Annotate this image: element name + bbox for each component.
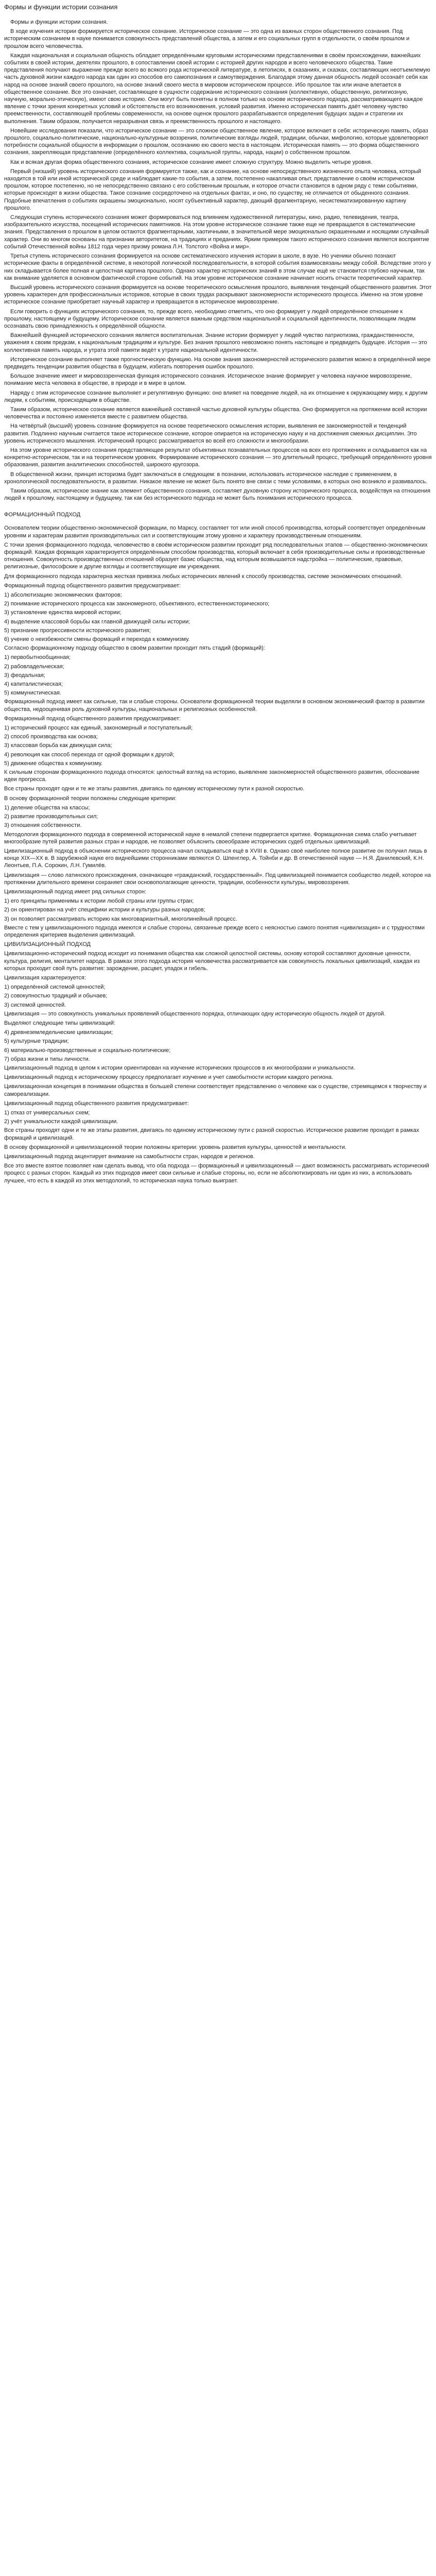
paragraph: Таким образом, историческое знание как элемент общественного сознания, составляет духовную сторону исторического процесса, воздействуя на отношения людей к прошлому, настоящему и будущему, так как без исторического подхода не может быть понимания исторического процесса.	[4, 487, 431, 502]
list-item: 3) феодальная;	[4, 672, 45, 679]
paragraph: Цивилизационная концепция в понимании общества в большей степени соответствует представлению о человеке как о существе, стремящемся к творчеству и самореализации.	[4, 1083, 427, 1097]
paragraph: С точки зрения формационного подхода, человечество в своём историческом развитии проходит ряд последовательных этапов — общественно-экономических формаций. Каждая формация характеризуется определённым способом производства, который включает в себя производительные силы и производственные отношения. Совокупность производственных отношений образует базис общества, над которым возвышается надстройка — политические, правовые, религиозные, философские и другие взгляды и соответствующие им учреждения.	[4, 541, 428, 570]
paragraph: В общественной жизни, принцип историзма будет заключаться в следующем: в познании, использовать историческое наследие с применением, в хронологической последовательности, в развитии. Никакое явление не может быть понято вне связи с теми условиями, в которых оно возникло и развивалось.	[4, 471, 428, 485]
paragraph: На четвёртый (высший) уровень сознание формируется на основе теоретического осмысления истории, выявления ее закономерностей и тенденций развития. Подлинно научным считается такое историческое сознание, которое опирается на историческую науку и на достижения смежных дисциплин. Это уровень исторического мышления. Исторический процесс рассматривается во всей его сложности и многообразии.	[4, 423, 417, 444]
list-item: 1) исторический процесс как единый, закономерный и поступательный;	[4, 725, 193, 732]
list-item: 4) капиталистическая;	[4, 681, 63, 688]
paragraph: Основателем теории общественно-экономической формации, по Марксу, составляет тот или иной способ производства, который соответствует определённым уровням и характерам развития производительных сил и соответствующим этому уровню и характеру производственным отношениям.	[4, 525, 426, 539]
section-title-formation-approach: ФОРМАЦИОННЫЙ ПОДХОД	[4, 512, 81, 518]
list-item: 3) он позволяет рассматривать историю как многовариантный, многолинейный процесс.	[4, 916, 237, 922]
paragraph: Как и всякая другая форма общественного сознания, историческое сознание имеет сложную структуру. Можно выделить четыре уровня.	[10, 159, 373, 165]
paragraph: Цивилизация — это совокупность уникальных проявлений общественного порядка, отличающих одну историческую общность людей от другой.	[4, 1010, 386, 1017]
paragraph: Наряду с этим историческое сознание выполняет и регулятивную функцию: оно влияет на поведение людей, на их отношение к окружающему миру, к другим людям, к событиям, происходящим в обществе.	[4, 389, 428, 403]
paragraph: Цивилизационный подход общественного развития предусматривает:	[4, 1100, 189, 1107]
paragraph: Цивилизация характеризуется:	[4, 974, 86, 981]
paragraph: Формационный подход общественного развития предусматривает:	[4, 715, 181, 722]
paragraph: Третья ступень исторического сознания формируется на основе систематического изучения истории в школе, в вузе. Но ученики обычно познают исторические факты в определённой системе, в некоторой логической последовательности, в которой события взаимосвязаны между собой. Вследствие этого у них складывается более полная и целостная картина прошлого. Однако характер исторических знаний в этом случае ещё не становится глубоко научным, так как внимание уделяется в основном фактической стороне событий. На этом уровне историческое сознание начинает носить отчасти теоретический характер.	[4, 253, 431, 281]
paragraph: Историческое сознание выполняет также прогностическую функцию. На основе знания закономерностей исторического развития можно в определённой мере предвидеть тенденции развития общества в будущем, избегать повторения ошибок прошлого.	[4, 356, 431, 370]
paragraph: Первый (низший) уровень исторического сознания формируется также, как и сознание, на основе непосредственного жизненного опыта человека, который находится в той или иной исторической среде и наблюдает какие-то события, а затем, постепенно накапливая опыт, представление о своём историческом прошлом, которое постепенно, но не непосредственно связано с его собственным прошлым, и которое отчасти становится в одном ряду с теми событиями, которые происходят в жизни общества. Такое сознание сосредоточено на отдельных фактах, и оно, по существу, не отличается от обыденного сознания. Подобные впечатления о событиях окрашены эмоционально, носят субъективный характер, дающий фрагментарную, несистематизированную картину прошлого.	[4, 168, 422, 211]
paragraph: Следующая ступень исторического сознания может формироваться под влиянием художественной литературы, кино, радио, телевидения, театра, изобразительного искусства, посещений исторических памятников. На этом уровне историческое сознание также еще не превращается в систематические знания. Представления о прошлом в целом остаются фрагментарными, хаотичными, в значительной мере эмоционально окрашенными и носящими случайный характер. Они во многом основаны на признании авторитетов, на традициях и преданиях. Ярким примером такого исторического сознания является восприятие событий Отечественной войны 1812 года через призму романа Л.Н. Толстого «Война и мир».	[4, 214, 429, 250]
paragraph: Цивилизационный подход акцентирует внимание на самобытности стран, народов и регионов.	[4, 1154, 255, 1160]
paragraph: Цивилизационный подход в объяснении исторического процесса начал складываться ещё в XVIII в. Однако своё наиболее полное развитие он получил лишь в конце XIX—XX в. В зарубежной науке его виднейшими сторонниками являются О. Шпенглер, А. Тойнби и др. В отечественной науке — Н.Я. Данилевский, К.Н. Леонтьев, П.А. Сорокин, Л.Н. Гумилёв.	[4, 848, 427, 869]
paragraph: Цивилизационный подход к историческому процессу предполагает изучение и учет самобытности истории каждого региона.	[4, 1074, 334, 1081]
list-item: 2) способ производства как основа;	[4, 734, 98, 740]
list-item: 2) учёт уникальности каждой цивилизации.	[4, 1118, 118, 1125]
list-item: 4) выделение классовой борьбы как главной движущей силы истории;	[4, 618, 190, 625]
paragraph: В ходе изучения истории формируется историческое сознание. Историческое сознание — это одна из важных сторон общественного сознания. Под историческим сознанием в науке понимается совокупность представлений общества, а затем и его социальных групп в отдельности, о своём прошлом и прошлом всего человечества.	[4, 28, 410, 49]
page-title: Формы и функции истории сознания	[4, 3, 118, 11]
paragraph: Методология формационного подхода в современной исторической науке в немалой степени подвергается критике. Формационная схема слабо учитывает многообразие путей развития разных стран и народов, не позволяет объяснить своеобразие исторических судеб отдельных цивилизаций.	[4, 831, 417, 845]
paragraph: Цивилизационно-исторический подход исходит из понимания общества как сложной целостной системы, основу которой составляют духовные ценности, культура, религия, менталитет народа. В рамках этого подхода история человечества рассматривается как совокупность локальных цивилизаций, каждая из которых проходит свой путь развития: зарождение, расцвет, упадок и гибель.	[4, 951, 420, 972]
paragraph: К сильным сторонам формационного подхода относятся: целостный взгляд на историю, выявление закономерностей общественного развития, обоснование идеи прогресса.	[4, 769, 420, 783]
paragraph: Цивилизация — слово латинского происхождения, означающее «гражданский, государственный». Под цивилизацией понимается сообщество людей, которое на протяжении длительного времени сохраняет свои основополагающие ценности, традиции, особенности культуры, мировоззрения.	[4, 872, 431, 886]
list-item: 5) коммунистическая.	[4, 690, 62, 697]
paragraph: Важнейшей функцией исторического сознания является воспитательная. Знание истории формирует у людей чувство патриотизма, гражданственности, уважения к своим предкам, к национальным традициям и культуре. Без знания прошлого невозможно понять настоящее и предвидеть будущее. История — это коллективная память народа, и утрата этой памяти ведёт к утрате национальной идентичности.	[4, 332, 427, 353]
list-item: 2) понимание исторического процесса как закономерного, объективного, естественноисторического;	[4, 601, 270, 607]
list-item: 5) культурные традиции;	[4, 1038, 69, 1045]
list-item: 3) установление единства мировой истории;	[4, 609, 121, 616]
paragraph: В основу формационной теории положены следующие критерии:	[4, 795, 177, 802]
paragraph: Формационный подход общественного развития предусматривает:	[4, 582, 181, 589]
paragraph: Все страны проходят одни и те же этапы развития, двигаясь по единому историческому пути к разной скоростью.	[4, 786, 305, 792]
paragraph: Большое значение имеет и мировоззренческая функция исторического сознания. Историческое знание формирует у человека научное мировоззрение, понимание места человека в обществе, в природе и в мире в целом.	[4, 373, 412, 387]
list-item: 2) совокупностью традиций и обычаев;	[4, 993, 108, 999]
paragraph: Формы и функции истории сознания.	[10, 19, 108, 25]
paragraph: На этом уровне исторического сознания представляющее результат объективных познавательных процессов на всех его протяжениях и складывается как на конкретно-историческом, так и на теоретическом уровнях. Формирование исторического сознания — это длительный процесс, требующий определённого уровня образования, развития аналитических способностей, широкого кругозора.	[4, 447, 432, 468]
list-item: 2) он ориентирован на учёт специфики истории и культуры разных народов;	[4, 907, 205, 913]
list-item: 6) материально-производственные и социально-политические;	[4, 1047, 171, 1054]
list-item: 4) революция как способ перехода от одной формации к другой;	[4, 751, 175, 758]
paragraph: ЦИВИЛИЗАЦИОННЫЙ ПОДХОД	[4, 941, 91, 948]
paragraph: Все это вместе взятое позволяет нам сделать вывод, что оба подхода — формационный и цивилизационный — дают возможность рассматривать исторический процесс с разных сторон. Каждый из этих подходов имеет свои сильные и слабые стороны, но, если не абсолютизировать ни один из них, а использовать лучшее, что есть в каждой из этих методологий, то историческая наука только выиграет.	[4, 1163, 429, 1184]
list-item: 2) рабовладельческая;	[4, 663, 64, 670]
paragraph: Формационный подход имеет как сильные, так и слабые стороны. Основатели формационной теории выделяли в основном экономический фактор в развитии общества, недооценивая роль духовной культуры, национальных и религиозных особенностей.	[4, 699, 425, 713]
paragraph: Высший уровень исторического сознания формируется на основе теоретического осмысления прошлого, выявления тенденций общественного развития. Этот уровень характерен для профессиональных историков, которые в своих трудах раскрывают закономерности исторического процесса. Именно на этом уровне историческое сознание приобретает научный характер и превращается в историческое мировоззрение.	[4, 284, 432, 306]
list-item: 1) его принципы применимы к истории любой страны или группы стран;	[4, 898, 194, 905]
paragraph: Если говорить о функциях исторического сознания, то, прежде всего, необходимо отметить, что оно формирует у людей определённое отношение к прошлому, настоящему и будущему. Историческое сознание является важным средством национальной и социальной идентичности, позволяющим людям осознавать свою принадлежность к определённой общности.	[4, 308, 416, 329]
paragraph: В основу формационной и цивилизационной теории положены критерии: уровень развития культуры, ценностей и ментальности.	[4, 1144, 347, 1150]
paragraph: Для формационного подхода характерна жесткая привязка любых исторических явлений к способу производства, системе экономических отношений.	[4, 573, 403, 580]
paragraph: Выделяют следующие типы цивилизаций:	[4, 1020, 116, 1026]
paragraph: Вместе с тем у цивилизационного подхода имеются и слабые стороны, связанные прежде всего с неясностью самого понятия «цивилизация» и с трудностями определения критериев выделения цивилизаций.	[4, 924, 425, 938]
list-item: 2) развитие производительных сил;	[4, 814, 98, 820]
list-item: 6) учение о неизбежности смены формаций и перехода к коммунизму.	[4, 636, 190, 643]
paragraph: Цивилизационный подход имеет ряд сильных сторон:	[4, 888, 147, 895]
list-item: 4) древнеземледельческие цивилизации;	[4, 1029, 113, 1036]
section-formation-approach	[4, 524, 432, 1184]
list-item: 3) классовая борьба как движущая сила;	[4, 742, 112, 749]
list-item: 5) движение общества к коммунизму.	[4, 760, 103, 767]
paragraph: Цивилизационный подход в целом к истории ориентирован на изучение исторических процессов в их многообразии и уникальности.	[4, 1064, 355, 1071]
paragraph: Все страны проходят одни и те же этапы развития, двигаясь по единому историческому пути с разной скоростью. Историческое развитие проходит в рамках формаций и цивилизаций.	[4, 1127, 420, 1141]
list-item: 7) образ жизни и типы личности.	[4, 1056, 90, 1062]
list-item: 1) деление общества на классы;	[4, 804, 90, 811]
list-item: 1) первобытнообщинная;	[4, 654, 71, 661]
list-item: 3) отношения собственности.	[4, 822, 82, 829]
section-history-consciousness	[4, 19, 432, 502]
list-item: 3) системой ценностей.	[4, 1002, 66, 1008]
list-item: 1) абсолютизацию экономических факторов;	[4, 592, 122, 599]
paragraph: Согласно формационному подходу общество в своём развитии проходит пять стадий (формаций):	[4, 645, 265, 652]
paragraph: Новейшие исследования показали, что историческое сознание — это сложное общественное явление, которое включает в себя: историческую память, образ прошлого, социально-политические, национально-культурные воззрения, политические взгляды людей, традиции, обычаи, мифологию, которые удовлетворяют потребности социальной общности в информации о прошлом, осознанию ею своего места в настоящем. Историческая память — это форма общественного сознания, закрепляющая представление (определённого коллектива, социальной группы, народа, нации) о собственном прошлом.	[4, 127, 429, 156]
document-page	[0, 0, 436, 1193]
paragraph: Таким образом, историческое сознание является важнейшей составной частью духовной культуры общества. Оно формируется на протяжении всей истории человечества и постоянно изменяется вместе с развитием общества.	[4, 406, 427, 420]
paragraph: Каждая национальная и социальная общность обладает определёнными круговыми историческими представлениями в своём происхождении, важнейших событиях в своей истории, деятелях прошлого, в сопоставлении своей истории с историей других народов и всего человеческого общества. Такие представления получают выражение прежде всего во всякого рода исторической литературе, в летописях, в сказаниях, и сказках, составляющих неотъемлемую часть духовной жизни каждого народа как один из способов его самопознания и самоутверждения. Благодаря этому данная общность людей осознаёт себя как народ на основе знаний своего прошлого, на основе знаний своего места в мировом историческом процессе. Ибо прошлое так или иначе влетается в общественное сознание. Все это означает, составляющее в сущности содержание исторического сознания (коллективную, общественную, религиозную, научную, морально-этическую), имеют свою историю. Они могут быть понятны в полном только на основе исторического подхода, рассматривающего каждое явление с точки зрения конкретных условий и обстоятельств его возникновения, условий развития. Именно историческая память даёт человеку чувство преемственности, составляющей проблемы современности, на основе оценок прошлого разрабатываются определения будущих задач и стратегии их выполнения. Таким образом, получается неразрывная связь и преемственность прошлого и настоящего.	[4, 52, 430, 125]
list-item: 1) определённой системой ценностей;	[4, 984, 106, 991]
list-item: 5) признание прогрессивности исторического развития;	[4, 627, 151, 634]
list-item: 1) отказ от универсальных схем;	[4, 1110, 90, 1116]
